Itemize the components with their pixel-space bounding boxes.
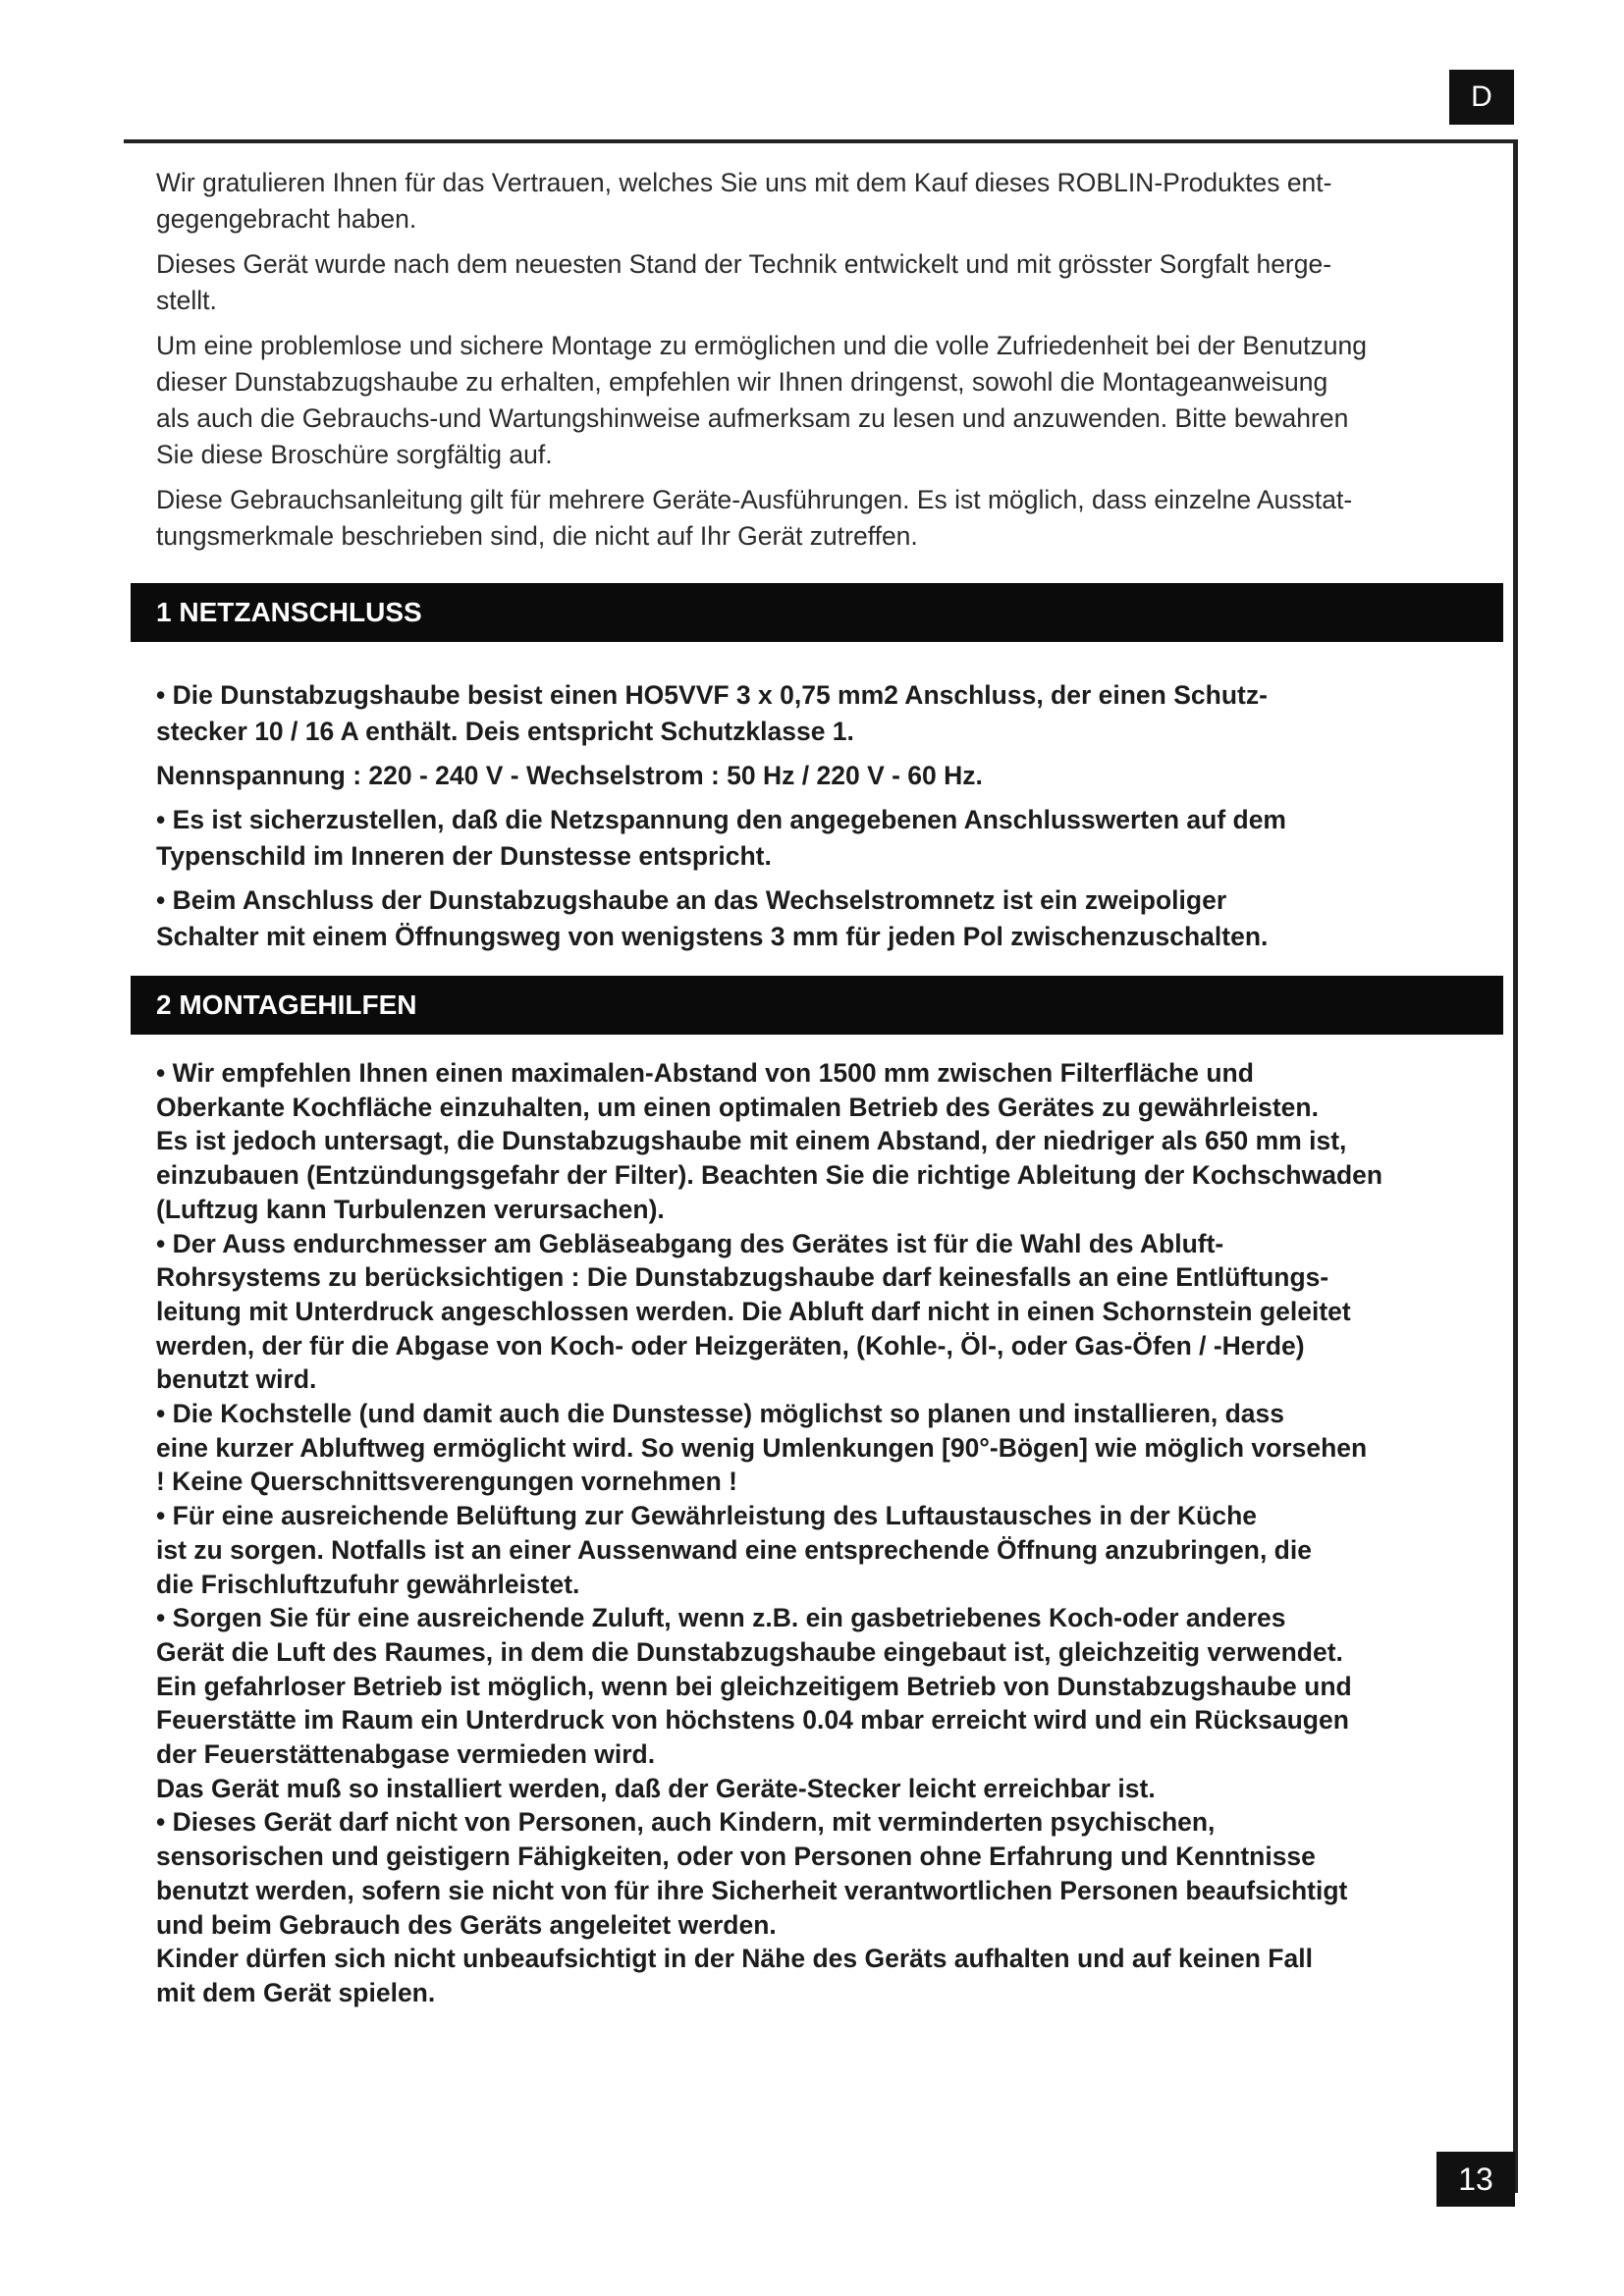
text-line: und beim Gebrauch des Geräts angeleitet werden.	[156, 1909, 777, 1940]
bullet-paragraph: • Beim Anschluss der Dunstabzugshaube an das Wechselstromnetz ist ein zweipoliger Schalter mit einem Öffnungsweg von wenigstens 3 mm für jeden Pol zwischenzuschalten.	[156, 885, 1269, 951]
intro-text	[156, 165, 1511, 563]
text-line: Es ist jedoch untersagt, die Dunstabzugshaube mit einem Abstand, der niedriger als 650 mm ist,	[156, 1126, 1347, 1156]
bullet-paragraph: • Es ist sicherzustellen, daß die Netzspannung den angegebenen Anschlusswerten auf dem Typenschild im Inneren der Dunstesse entspricht.	[156, 805, 1286, 871]
text-line: • Der Auss endurchmesser am Gebläseabgang des Gerätes ist für die Wahl des Abluft-	[156, 1228, 1224, 1258]
bullet-paragraph: • Die Dunstabzugshaube besist einen HO5VVF 3 x 0,75 mm2 Anschluss, der einen Schutz- stecker 10 / 16 A enthält. Deis entspricht Schutzklasse 1.	[156, 680, 1268, 746]
voltage-paragraph: Nennspannung : 220 - 240 V - Wechselstrom : 50 Hz / 220 V - 60 Hz.	[156, 761, 983, 790]
text-line: • Für eine ausreichende Belüftung zur Gewährleistung des Luftaustausches in der Küche	[156, 1501, 1258, 1531]
text-line: benutzt wird.	[156, 1364, 317, 1395]
right-margin-rule	[1513, 139, 1518, 2193]
text-line: Gerät die Luft des Raumes, in dem die Dunstabzugshaube eingebaut ist, gleichzeitig verwendet.	[156, 1636, 1343, 1667]
text-line: • Wir empfehlen Ihnen einen maximalen-Abstand von 1500 mm zwischen Filterfläche und	[156, 1058, 1254, 1088]
text-line: werden, der für die Abgase von Koch- oder Heizgeräten, (Kohle-, Öl-, oder Gas-Öfen / -Herde)	[156, 1330, 1305, 1361]
text-line: leitung mit Unterdruck angeschlossen werden. Die Abluft darf nicht in einen Schornstein geleitet	[156, 1296, 1351, 1326]
text-line: Das Gerät muß so installiert werden, daß der Geräte-Stecker leicht erreichbar ist.	[156, 1773, 1156, 1803]
section-heading-netzanschluss: 1 NETZANSCHLUSS	[131, 583, 1503, 642]
text-line: mit dem Gerät spielen.	[156, 1977, 436, 2007]
section-body-netzanschluss	[156, 677, 1511, 963]
text-line: eine kurzer Abluftweg ermöglicht wird. So wenig Umlenkungen [90°-Bögen] wie möglich vorsehen	[156, 1432, 1368, 1463]
text-line: Rohrsystems zu berücksichtigen : Die Dunstabzugshaube darf keinesfalls an eine Entlüftungs-	[156, 1262, 1329, 1293]
page-number: 13	[1436, 2152, 1515, 2207]
intro-paragraph: Um eine problemlose und sichere Montage zu ermöglichen und die volle Zufriedenheit bei der Benutzung dieser Dunstabzugshaube zu erhalten, empfehlen wir Ihnen dringenst, sowohl die Montageanweisung als auch die Gebrauchs-und Wartungshinweise aufmerksam zu lesen und anzuwenden. Bitte bewahren Sie diese Broschüre sorgfältig auf.	[156, 331, 1367, 469]
text-line: Kinder dürfen sich nicht unbeaufsichtigt in der Nähe des Geräts aufhalten und auf keinen Fall	[156, 1944, 1313, 1974]
section-body-montagehilfen	[156, 1056, 1511, 2010]
text-line: die Frischluftzufuhr gewährleistet.	[156, 1569, 580, 1599]
intro-paragraph: Wir gratulieren Ihnen für das Vertrauen, welches Sie uns mit dem Kauf dieses ROBLIN-Produktes ent- gegengebracht haben.	[156, 168, 1332, 234]
text-line: • Die Kochstelle (und damit auch die Dunstesse) möglichst so planen und installieren, dass	[156, 1399, 1285, 1429]
top-rule	[124, 139, 1518, 143]
text-line: Ein gefahrloser Betrieb ist möglich, wenn bei gleichzeitigem Betrieb von Dunstabzugshaube und	[156, 1671, 1352, 1701]
text-line: benutzt werden, sofern sie nicht von für ihre Sicherheit verantwortlichen Personen beaufsichtigt	[156, 1875, 1348, 1905]
text-line: ist zu sorgen. Notfalls ist an einer Aussenwand eine entsprechende Öffnung anzubringen, die	[156, 1534, 1312, 1565]
text-line: einzubauen (Entzündungsgefahr der Filter). Beachten Sie die richtige Ableitung der Kochschwaden	[156, 1160, 1383, 1191]
intro-paragraph: Diese Gebrauchsanleitung gilt für mehrere Geräte-Ausführungen. Es ist möglich, dass einzelne Ausstat- tungsmerkmale beschrieben sind, die nicht auf Ihr Gerät zutreffen.	[156, 485, 1353, 551]
text-line: der Feuerstättenabgase vermieden wird.	[156, 1739, 656, 1770]
text-line: • Dieses Gerät darf nicht von Personen, auch Kindern, mit verminderten psychischen,	[156, 1807, 1216, 1838]
text-line: ! Keine Querschnittsverengungen vornehmen !	[156, 1467, 737, 1497]
language-tag: D	[1449, 70, 1514, 125]
section-heading-montagehilfen: 2 MONTAGEHILFEN	[131, 976, 1503, 1035]
text-line: Oberkante Kochfläche einzuhalten, um einen optimalen Betrieb des Gerätes zu gewährleisten.	[156, 1092, 1319, 1122]
text-line: • Sorgen Sie für eine ausreichende Zuluft, wenn z.B. ein gasbetriebenes Koch-oder anderes	[156, 1603, 1286, 1633]
intro-paragraph: Dieses Gerät wurde nach dem neuesten Stand der Technik entwickelt und mit grösster Sorgfalt herge- stellt.	[156, 249, 1332, 315]
text-line: (Luftzug kann Turbulenzen verursachen).	[156, 1194, 665, 1224]
text-line: Feuerstätte im Raum ein Unterdruck von höchstens 0.04 mbar erreicht wird und ein Rücksaugen	[156, 1705, 1349, 1735]
text-line: sensorischen und geistigern Fähigkeiten, oder von Personen ohne Erfahrung und Kenntnisse	[156, 1842, 1316, 1872]
